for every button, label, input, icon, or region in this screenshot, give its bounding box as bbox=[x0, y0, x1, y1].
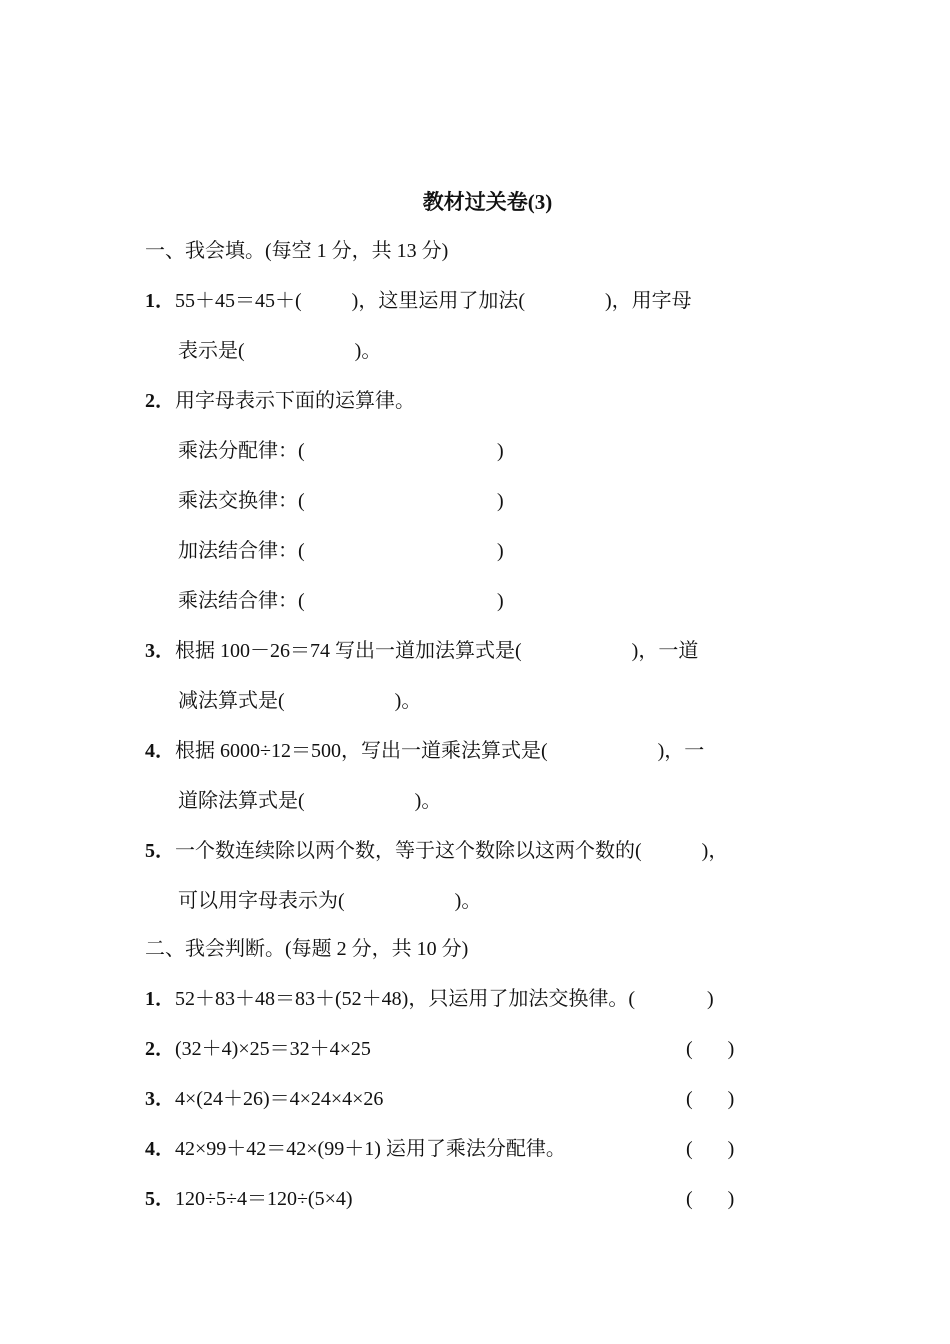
q2-row-distributive-close: ) bbox=[497, 440, 504, 462]
q3-number: 3． bbox=[145, 640, 175, 662]
q5-line1 bbox=[145, 838, 728, 864]
judge-item-4 bbox=[145, 1136, 566, 1162]
judge-4-number: 4． bbox=[145, 1138, 175, 1160]
judge-5-paren: ( ) bbox=[686, 1188, 735, 1210]
q2-row-commutative-close: ) bbox=[497, 490, 504, 512]
q2-text: 用字母表示下面的运算律。 bbox=[175, 390, 415, 412]
q2-row-mul-assoc-close: ) bbox=[497, 590, 504, 612]
judge-1-number: 1． bbox=[145, 988, 175, 1010]
judge-4-paren: ( ) bbox=[686, 1138, 735, 1160]
judge-5-number: 5． bbox=[145, 1188, 175, 1210]
q5-line2: 可以用字母表示为( )。 bbox=[178, 890, 482, 912]
judge-item-5 bbox=[145, 1186, 353, 1212]
q2-line bbox=[145, 388, 415, 414]
q5-number: 5． bbox=[145, 840, 175, 862]
judge-3-text: 4×(24＋26)＝4×24×4×26 bbox=[175, 1088, 384, 1110]
judge-3-number: 3． bbox=[145, 1088, 175, 1110]
q5-text: 一个数连续除以两个数，等于这个数除以这两个数的( )， bbox=[175, 840, 729, 862]
q1-number: 1． bbox=[145, 290, 175, 312]
section2-heading: 二、我会判断。(每题 2 分，共 10 分) bbox=[145, 938, 469, 960]
page-title: 教材过关卷(3) bbox=[422, 190, 553, 214]
judge-2-number: 2． bbox=[145, 1038, 175, 1060]
section1-heading: 一、我会填。(每空 1 分，共 13 分) bbox=[145, 240, 449, 262]
q3-line1 bbox=[145, 638, 698, 664]
q1-line1 bbox=[145, 288, 692, 314]
judge-2-paren: ( ) bbox=[686, 1038, 735, 1060]
q1-line2: 表示是( )。 bbox=[178, 340, 382, 362]
q2-row-add-assoc-close: ) bbox=[497, 540, 504, 562]
q2-row-mul-assoc: 乘法结合律：( bbox=[178, 590, 305, 612]
q4-line1 bbox=[145, 738, 704, 764]
judge-2-text: (32＋4)×25＝32＋4×25 bbox=[175, 1038, 371, 1060]
judge-item-1 bbox=[145, 986, 635, 1012]
judge-5-text: 120÷5÷4＝120÷(5×4) bbox=[175, 1188, 353, 1210]
judge-item-2 bbox=[145, 1036, 371, 1062]
q4-number: 4． bbox=[145, 740, 175, 762]
judge-1-paren: ) bbox=[707, 988, 714, 1010]
judge-1-text: 52＋83＋48＝83＋(52＋48)，只运用了加法交换律。( bbox=[175, 988, 635, 1010]
q3-line2: 减法算式是( )。 bbox=[178, 690, 422, 712]
q4-line2: 道除法算式是( )。 bbox=[178, 790, 442, 812]
judge-3-paren: ( ) bbox=[686, 1088, 735, 1110]
q2-row-add-assoc: 加法结合律：( bbox=[178, 540, 305, 562]
q2-row-distributive: 乘法分配律：( bbox=[178, 440, 305, 462]
q3-text: 根据 100－26＝74 写出一道加法算式是( )，一道 bbox=[175, 640, 699, 662]
judge-item-3 bbox=[145, 1086, 383, 1112]
q2-number: 2． bbox=[145, 390, 175, 412]
q2-row-commutative: 乘法交换律：( bbox=[178, 490, 305, 512]
q4-text: 根据 6000÷12＝500，写出一道乘法算式是( )，一 bbox=[175, 740, 705, 762]
q1-text: 55＋45＝45＋( )，这里运用了加法( )，用字母 bbox=[175, 290, 692, 312]
judge-4-text: 42×99＋42＝42×(99＋1) 运用了乘法分配律。 bbox=[175, 1138, 566, 1160]
